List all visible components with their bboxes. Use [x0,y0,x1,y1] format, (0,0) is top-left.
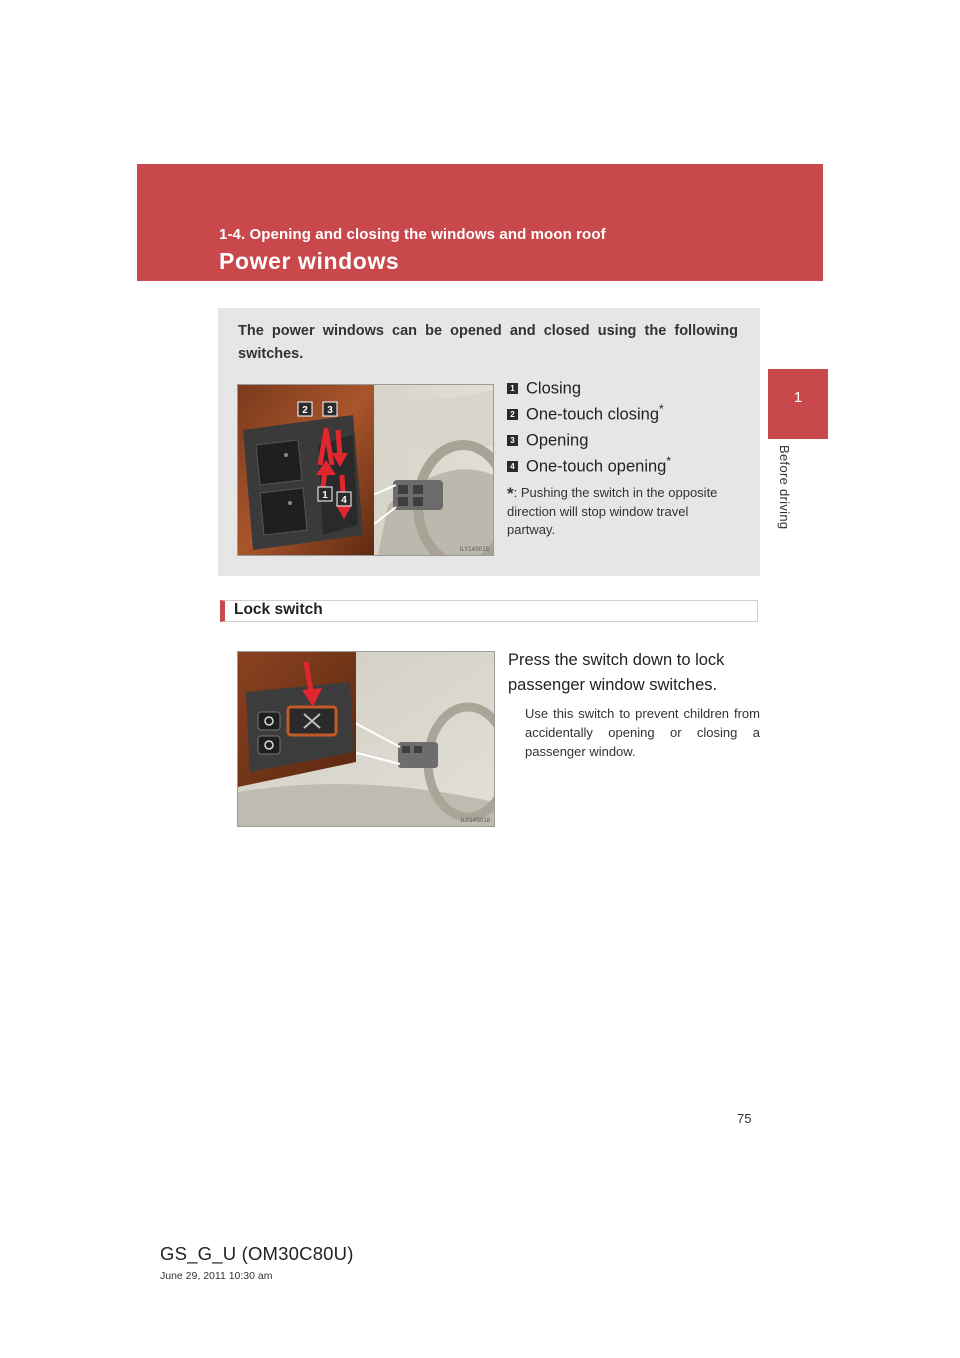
step-label: One-touch opening* [526,454,672,476]
image-code: ILY14S015 [459,547,489,553]
chapter-tab[interactable] [768,369,828,439]
svg-text:1: 1 [322,490,328,501]
chapter-number: 1 [793,389,803,406]
footnote-text: : Pushing the switch in the opposite direction will stop window travel partway. [507,485,718,537]
document-code: GS_G_U (OM30C80U) [160,1243,354,1264]
lock-switch-instruction: Press the switch down to lock passenger window switches. [508,651,725,694]
step-label: One-touch closing* [526,402,664,424]
intro-box [218,308,760,576]
step-number-badge: 2 [507,409,518,420]
window-switch-illustration [238,385,493,555]
step-number-badge: 4 [507,461,518,472]
lock-switch-photo [237,651,495,827]
chapter-side-label: Before driving [777,445,792,530]
lock-switch-illustration [238,652,494,826]
step-number-badge: 3 [507,435,518,446]
document-date: June 29, 2011 10:30 am [160,1270,273,1282]
svg-text:4: 4 [341,495,347,506]
list-item [507,402,747,428]
section-label: 1-4. Opening and closing the windows and moon roof [219,226,606,243]
intro-text: The power windows can be opened and closed using the following switches. [238,323,738,362]
list-item [507,454,747,480]
list-item [507,376,747,402]
window-switch-photo [237,384,494,556]
footnote-mark: * [507,484,514,503]
footnote [507,484,737,539]
lock-switch-heading-text: Lock switch [234,601,323,618]
step-list [507,376,747,480]
step-number-badge: 1 [507,383,518,394]
svg-text:3: 3 [327,405,333,416]
list-item [507,428,747,454]
lock-switch-note: Use this switch to prevent children from accidentally opening or closing a passenger window. [525,706,760,759]
step-label: Opening [526,431,589,450]
page-title: Power windows [219,248,400,274]
page-number: 75 [737,1111,752,1126]
step-label: Closing [526,379,582,398]
svg-text:2: 2 [302,405,308,416]
lock-switch-heading [220,600,758,622]
image-code: ILY14S018 [460,818,490,824]
